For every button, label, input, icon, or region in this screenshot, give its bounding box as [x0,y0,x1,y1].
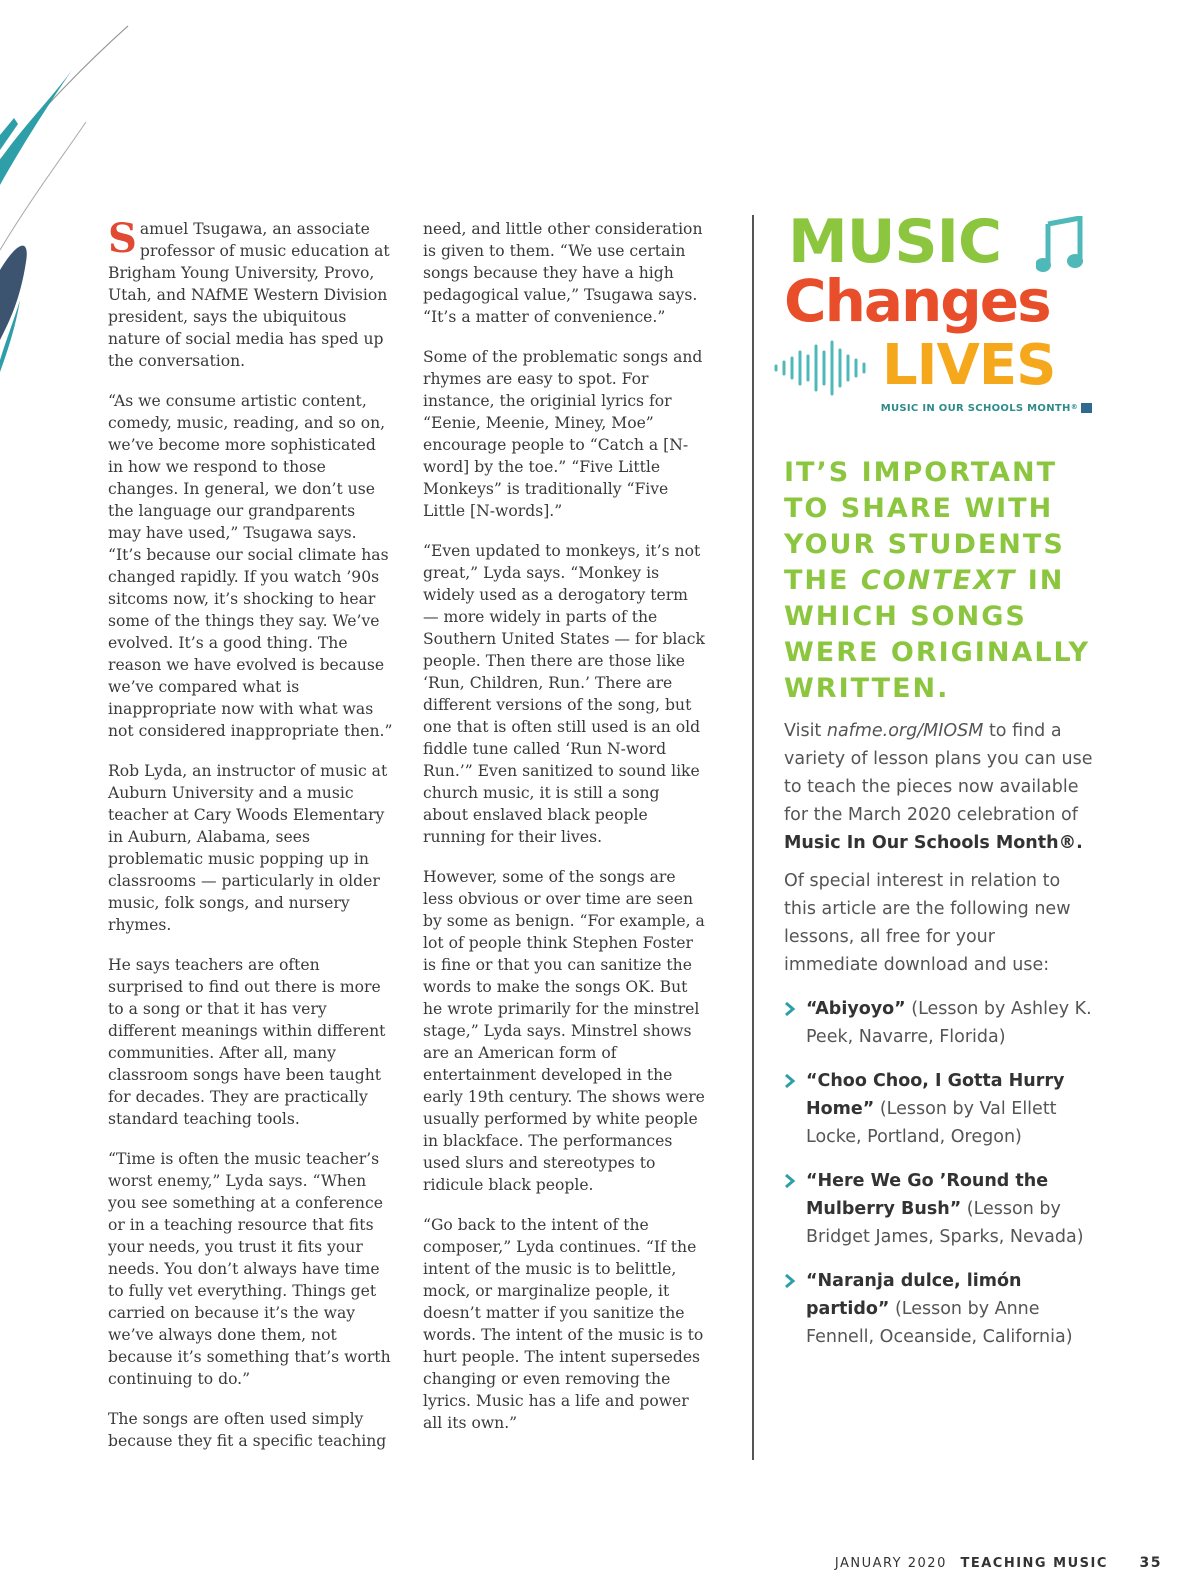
logo-line-lives: LIVES [882,333,1056,398]
swoosh-thin-line-2 [0,122,86,250]
list-item [784,1067,1094,1151]
visit-text: Visit nafme.org/MIOSM to find a variety of lesson plans you can use to teach the pieces now available for the March 2020 celebration of Music In Our Schools Month®. [784,721,1093,853]
sound-wave-icon [772,338,882,398]
flag-icon [1081,403,1092,413]
paragraph: “Even updated to monkeys, it’s not great,” Lyda says. “Monkey is widely used as a derogatory term — more widely in parts of the Southern United States — for black people. Then there are those like ‘Run, Children, Run.’ There are different versions of the song, but one that is often still used is an old fiddle tune called ‘Run N-word Run.’” Even sanitized to sound like church music, it is still a song about enslaved black people running for their lives. [423,542,705,846]
column-divider [752,215,754,1460]
page-number: 35 [1139,1555,1162,1571]
paragraph: need, and little other consideration is given to them. “We use certain songs because they have a high pedagogical value,” Tsugawa says. “It’s a matter of convenience.” [423,220,703,326]
interest-text: Of special interest in relation to this article are the following new lessons, all free for your immediate download and use: [784,871,1071,975]
paragraph: He says teachers are often surprised to find out there is more to a song or that it has very different meanings within different communities. After all, many classroom songs have been taught for decades. They are practically standard teaching tools. [108,956,386,1128]
list-item [784,995,1094,1051]
paragraph: The songs are often used simply because they fit a specific teaching [108,1410,387,1450]
article-column-1 [108,215,393,1470]
chevron-right-icon [784,1001,796,1017]
chevron-right-icon [784,1273,796,1289]
music-note-icon [1036,216,1084,274]
page-footer [835,1555,1162,1571]
sidebar [784,207,1094,1367]
paragraph: “Time is often the music teacher’s worst enemy,” Lyda says. “When you see something at a conference or in a teaching resource that fits your needs, you trust it fits your needs. You don’t always have time to fully vet everything. Things get carried on because it’s the way we’ve always done them, not because it’s something that’s worth continuing to do.” [108,1150,391,1388]
paragraph: Rob Lyda, an instructor of music at Auburn University and a music teacher at Cary Woods Elementary in Auburn, Alabama, sees problematic music popping up in classrooms — particularly in older music, folk songs, and nursery rhymes. [108,762,388,934]
logo-line-changes: Changes [784,267,1050,335]
music-changes-lives-logo [784,207,1094,425]
lesson-list [784,995,1094,1351]
lesson-detail: (Lesson by Ashley K. Peek, Navarre, Florida) [806,999,1092,1047]
pull-quote: IT’S IMPORTANT TO SHARE WITH YOUR STUDENTS THE CONTEXT IN WHICH SONGS WERE ORIGINALLY WRITTEN. [784,457,1091,704]
paragraph: “Go back to the intent of the composer,” Lyda continues. “If the intent of the music is to belittle, mock, or marginalize people, it doesn’t matter if you sanitize the words. The intent of the music is to hurt people. The intent supersedes changing or even removing the lyrics. Music has a life and power all its own.” [423,1216,704,1432]
logo-tagline: MUSIC IN OUR SCHOOLS MONTH® [881,403,1092,414]
lesson-title: “Naranja dulce, limón partido” [806,1271,1022,1319]
drop-cap: S [108,215,137,262]
lesson-title: “Here We Go ’Round the Mulberry Bush” [806,1171,1049,1219]
lesson-title: “Choo Choo, I Gotta Hurry Home” [806,1071,1065,1119]
list-item [784,1267,1094,1351]
lesson-detail: (Lesson by Bridget James, Sparks, Nevada) [806,1199,1084,1247]
miosm-link[interactable]: nafme.org/MIOSM [826,721,984,741]
paragraph: However, some of the songs are less obvious or over time are seen by some as benign. “For example, a lot of people think Stephen Foster is fine or that you can sanitize the words to make the songs OK. But he wrote primarily for the minstrel stage,” Lyda says. Minstrel shows are an American form of entertainment developed in the early 19th century. The shows were usually performed by white people in blackface. The performances used slurs and stereotypes to ridicule black people. [423,868,705,1194]
paragraph: “As we consume artistic content, comedy, music, reading, and so on, we’ve become more sophisticated in how we respond to those changes. In general, we don’t use the language our grandparents may have used,” Tsugawa says. “It’s because our social climate has changed rapidly. If you watch ’90s sitcoms now, it’s shocking to hear some of the things they say. We’ve evolved. It’s a good thing. The reason we have evolved is because we’ve compared what is inappropriate now with what was not considered inappropriate then.” [108,392,393,740]
article-column-2 [423,218,708,1452]
chevron-right-icon [784,1173,796,1189]
footer-date: JANUARY 2020 [834,1556,947,1571]
paragraph-text: amuel Tsugawa, an associate professor of music education at Brigham Young University, Provo, Utah, and NAfME Western Division president, says the ubiquitous nature of social media has sped up the conversation. [108,220,390,370]
chevron-right-icon [784,1073,796,1089]
footer-magazine: TEACHING MUSIC [960,1556,1108,1571]
paragraph [108,215,393,372]
lesson-detail: (Lesson by Anne Fennell, Oceanside, California) [806,1299,1073,1347]
lesson-detail: (Lesson by Val Ellett Locke, Portland, Oregon) [806,1099,1057,1147]
paragraph: Some of the problematic songs and rhymes are easy to spot. For instance, the originial lyrics for “Eenie, Meenie, Miney, Moe” encourage people to “Catch a [N-word] by the toe.” “Five Little Monkeys” is traditionally “Five Little [N-words].” [423,348,703,520]
lesson-title: “Abiyoyo” [806,999,906,1019]
list-item [784,1167,1094,1251]
logo-line-music: MUSIC [788,207,1001,277]
